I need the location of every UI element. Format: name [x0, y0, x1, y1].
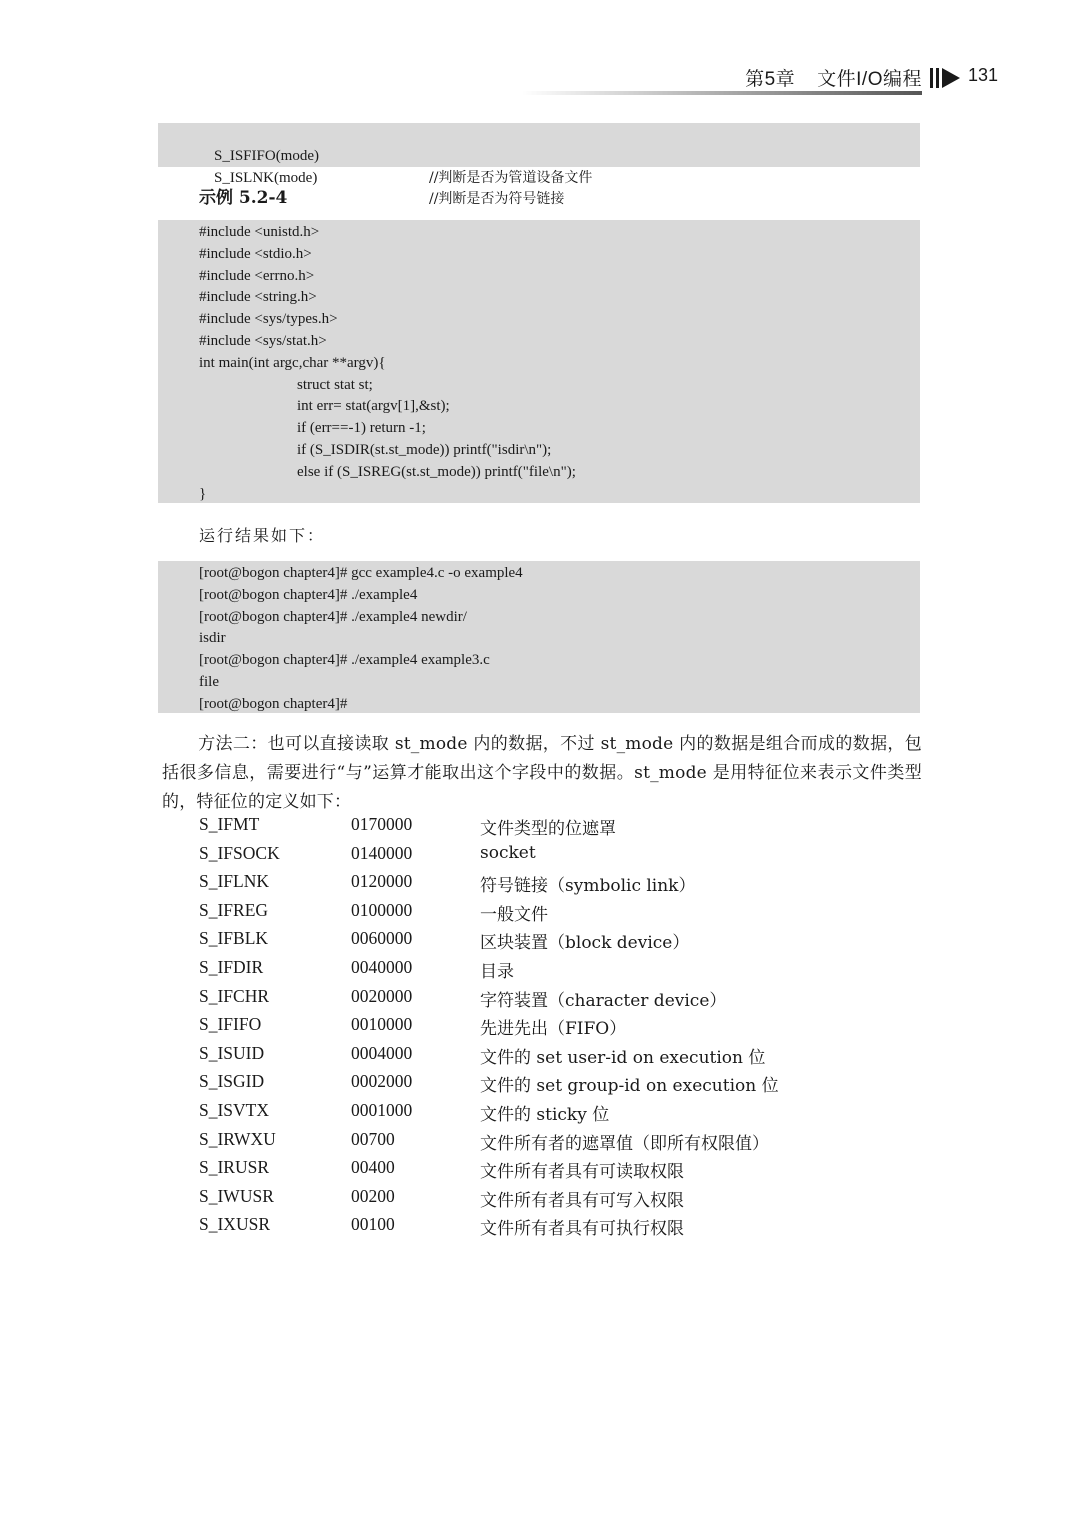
header-title: 文件I/O编程: [817, 69, 922, 90]
const-desc: socket: [480, 842, 536, 863]
const-desc: 文件所有者具有可执行权限: [480, 1219, 684, 1240]
code-block-output: [158, 561, 920, 713]
code-line: #include <string.h>: [199, 289, 317, 306]
const-value: 0140000: [351, 842, 413, 863]
const-name: S_IFDIR: [199, 956, 264, 977]
const-value: 0170000: [351, 814, 413, 834]
code-text: S_ISLNK(mode): [214, 169, 318, 186]
code-line: #include <errno.h>: [199, 267, 315, 284]
code-text: S_ISFIFO(mode): [214, 147, 320, 164]
const-value: 0060000: [351, 928, 413, 949]
const-desc: 一般文件: [480, 904, 548, 925]
code-line: if (S_ISDIR(st.st_mode)) printf("isdir\n");: [297, 441, 552, 458]
header-text: [745, 64, 922, 91]
code-line: [root@bogon chapter4]# ./example4 example3.c: [199, 652, 490, 669]
const-value: 0100000: [351, 899, 413, 920]
const-desc: 目录: [480, 961, 514, 982]
const-value: 00700: [351, 1128, 395, 1149]
const-name: S_IFREG: [199, 899, 269, 920]
const-name: S_IFIFO: [199, 1014, 262, 1035]
code-line: #include <sys/types.h>: [199, 311, 338, 328]
code-block-example: [158, 220, 920, 503]
const-value: 00200: [351, 1185, 395, 1206]
const-desc: 文件所有者的遮罩值（即所有权限值）: [480, 1133, 769, 1154]
const-desc: 字符装置（character device）: [480, 990, 727, 1011]
const-name: S_IWUSR: [199, 1185, 274, 1206]
const-value: 00400: [351, 1157, 395, 1178]
const-value: 0004000: [351, 1042, 413, 1063]
code-line: }: [199, 485, 207, 502]
const-name: S_IFBLK: [199, 928, 269, 949]
const-name: S_IFMT: [199, 814, 260, 834]
const-name: S_ISVTX: [199, 1099, 270, 1120]
const-value: 0120000: [351, 871, 413, 892]
const-desc: 符号链接（symbolic link）: [480, 876, 696, 897]
code-line: int main(int argc,char **argv){: [199, 354, 386, 371]
const-desc: 区块装置（block device）: [480, 933, 690, 954]
code-comment: //判断是否为符号链接: [429, 191, 565, 208]
header-chapter: 第5章: [745, 69, 796, 90]
const-desc: 文件的 set group-id on execution 位: [480, 1076, 779, 1097]
code-line: int err= stat(argv[1],&st);: [297, 398, 450, 415]
const-desc: 文件的 sticky 位: [480, 1104, 610, 1125]
const-value: 0020000: [351, 985, 413, 1006]
code-comment: //判断是否为管道设备文件: [429, 169, 593, 186]
code-line: [root@bogon chapter4]#: [199, 695, 348, 712]
const-name: S_ISUID: [199, 1042, 265, 1063]
body-paragraph: [162, 730, 922, 817]
const-desc: 文件的 set user-id on execution 位: [480, 1047, 766, 1068]
const-value: 00100: [351, 1214, 395, 1235]
const-value: 0001000: [351, 1099, 413, 1120]
const-value: 0040000: [351, 956, 413, 977]
code-line: [root@bogon chapter4]# ./example4 newdir/: [199, 608, 467, 625]
const-name: S_IRUSR: [199, 1157, 270, 1178]
code-line: isdir: [199, 630, 226, 647]
const-value: 0010000: [351, 1014, 413, 1035]
const-name: S_ISGID: [199, 1071, 265, 1092]
code-line: struct stat st;: [297, 376, 373, 393]
header-arrow-icon: [930, 68, 964, 88]
header-rule: [522, 91, 922, 95]
const-value: 0002000: [351, 1071, 413, 1092]
code-line: #include <unistd.h>: [199, 224, 320, 240]
page-number: 131: [967, 65, 998, 85]
code-line: [root@bogon chapter4]# gcc example4.c -o example4: [199, 565, 523, 581]
code-line: if (err==-1) return -1;: [297, 420, 426, 437]
paragraph-text: 方法二：也可以直接读取 st_mode 内的数据，不过 st_mode 内的数据是组合而成的数据，包括很多信息，需要进行“与”运算才能取出这个字段中的数据。st_mode 是用特征位来表示文件类型的，特征位的定义如下：: [162, 734, 922, 812]
const-name: S_IFSOCK: [199, 842, 280, 863]
const-desc: 文件所有者具有可读取权限: [480, 1162, 684, 1183]
running-header: [520, 62, 1000, 98]
const-desc: 文件所有者具有可写入权限: [480, 1190, 684, 1211]
const-desc: 文件类型的位遮罩: [480, 819, 616, 839]
code-line: [root@bogon chapter4]# ./example4: [199, 586, 418, 603]
const-name: S_IXUSR: [199, 1214, 270, 1235]
const-name: S_IRWXU: [199, 1128, 276, 1149]
code-line: else if (S_ISREG(st.st_mode)) printf("file\n");: [297, 463, 576, 480]
code-line: #include <stdio.h>: [199, 245, 312, 262]
const-desc: 先进先出（FIFO）: [480, 1019, 627, 1040]
code-line: #include <sys/stat.h>: [199, 332, 327, 349]
result-title: 运行结果如下：: [199, 526, 326, 545]
const-name: S_IFLNK: [199, 871, 270, 892]
const-name: S_IFCHR: [199, 985, 270, 1006]
code-line: file: [199, 673, 219, 690]
example-title: 示例 5.2-4: [199, 188, 288, 208]
